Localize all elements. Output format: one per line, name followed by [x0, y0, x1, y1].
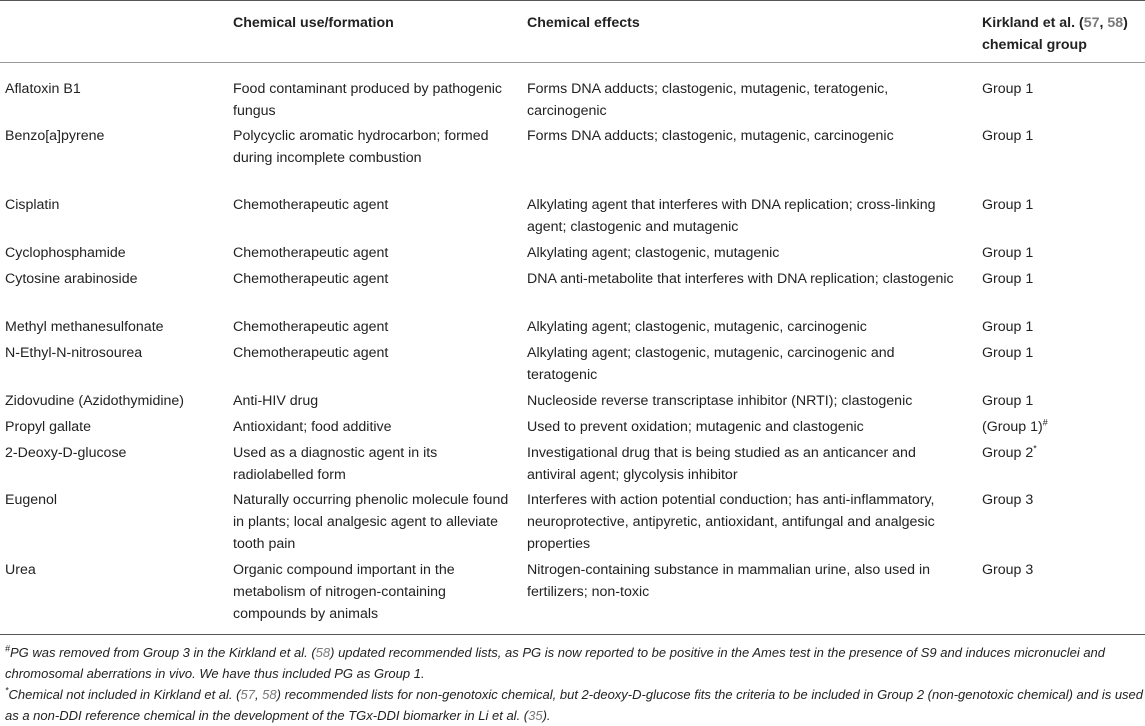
- chemical-effects: Alkylating agent; clastogenic, mutagenic, carcinogenic: [527, 319, 867, 335]
- group-mark: *: [1033, 443, 1037, 454]
- footnote-asterisk: [5, 684, 1143, 726]
- chemical-name: Cisplatin: [5, 197, 60, 213]
- footnote-hash: [5, 642, 1143, 684]
- table-bottom-rule: [0, 634, 1145, 635]
- footnote-hash-mark: #: [5, 643, 11, 654]
- chemical-name: Propyl gallate: [5, 419, 91, 435]
- header-effects: Chemical effects: [527, 15, 640, 31]
- chemical-group: [982, 489, 1142, 511]
- group-label: (Group 1): [982, 419, 1043, 435]
- footnote-hash-text-b: ) updated recommended lists, as PG is now reported to be positive in the Ames test in the presence of S9 and induces micronuclei and chromosomal aberrations in vivo. We have thus included PG as Group 1.: [5, 645, 1106, 681]
- chemical-group: [982, 442, 1142, 464]
- header-kirkland-group: [982, 12, 1142, 56]
- chemical-use: Used as a diagnostic agent in its radiolabelled form: [233, 445, 438, 483]
- chemical-name: Benzo[a]pyrene: [5, 128, 105, 144]
- chemical-use: Antioxidant; food additive: [233, 419, 392, 435]
- footnote-hash-text-a: PG was removed from Group 3 in the Kirkland et al. (: [10, 645, 316, 660]
- group-label: Group 1: [982, 245, 1034, 261]
- chemical-use: Anti-HIV drug: [233, 393, 319, 409]
- table-footnotes: [5, 642, 1143, 726]
- chemical-group: [982, 194, 1142, 216]
- chemical-use: Food contaminant produced by pathogenic fungus: [233, 81, 502, 119]
- header-kirkland-line2: chemical group: [982, 37, 1087, 53]
- chemical-effects: DNA anti-metabolite that interferes with DNA replication; clastogenic: [527, 271, 954, 287]
- group-label: Group 3: [982, 492, 1034, 508]
- header-kirkland-prefix: Kirkland et al. (: [982, 15, 1084, 31]
- chemical-use: Polycyclic aromatic hydrocarbon; formed during incomplete combustion: [233, 128, 489, 166]
- chemical-effects: Nucleoside reverse transcriptase inhibitor (NRTI); clastogenic: [527, 393, 913, 409]
- footnote-ref-58[interactable]: 58: [315, 645, 331, 660]
- chemical-use: Organic compound important in the metabolism of nitrogen-containing compounds by animals: [233, 562, 455, 622]
- chemical-group: [982, 559, 1142, 581]
- chemical-use: Chemotherapeutic agent: [233, 245, 389, 261]
- table-header-rule: [0, 62, 1145, 63]
- header-ref-separator: ,: [1099, 15, 1108, 31]
- group-label: Group 1: [982, 319, 1034, 335]
- chemical-name: Zidovudine (Azidothymidine): [5, 393, 185, 409]
- chemical-effects: Investigational drug that is being studied as an anticancer and antiviral agent; glycolysis inhibitor: [527, 445, 916, 483]
- footnote-ref-57[interactable]: 57: [240, 687, 255, 702]
- chemical-name: Eugenol: [5, 492, 58, 508]
- chemical-group: [982, 242, 1142, 264]
- chemical-use: Chemotherapeutic agent: [233, 271, 389, 287]
- chemical-name: N-Ethyl-N-nitrosourea: [5, 345, 143, 361]
- footnote-asterisk-mark: *: [5, 685, 9, 696]
- footnote-ref-separator: ,: [254, 687, 263, 702]
- footnote-asterisk-text-c: ).: [542, 708, 551, 723]
- chemical-name: Aflatoxin B1: [5, 81, 81, 97]
- group-label: Group 1: [982, 81, 1034, 97]
- group-label: Group 2: [982, 445, 1034, 461]
- chemical-use: Chemotherapeutic agent: [233, 319, 389, 335]
- footnote-ref-58b[interactable]: 58: [262, 687, 277, 702]
- chemical-effects: Alkylating agent that interferes with DNA replication; cross-linking agent; clastogenic and mutagenic: [527, 197, 936, 235]
- chemical-group: [982, 416, 1142, 438]
- chemical-name: Urea: [5, 562, 36, 578]
- chemical-name: 2-Deoxy-D-glucose: [5, 445, 127, 461]
- chemical-group: [982, 316, 1142, 338]
- table-top-rule: [0, 0, 1145, 1]
- chemical-use: Chemotherapeutic agent: [233, 197, 389, 213]
- chemical-group: [982, 268, 1142, 290]
- chemical-effects: Forms DNA adducts; clastogenic, mutagenic, carcinogenic: [527, 128, 894, 144]
- group-label: Group 1: [982, 197, 1034, 213]
- chemical-name: Cytosine arabinoside: [5, 271, 138, 287]
- header-use-formation: Chemical use/formation: [233, 15, 394, 31]
- group-label: Group 3: [982, 562, 1034, 578]
- group-label: Group 1: [982, 345, 1034, 361]
- chemical-effects: Used to prevent oxidation; mutagenic and clastogenic: [527, 419, 864, 435]
- chemical-name: Cyclophosphamide: [5, 245, 126, 261]
- header-ref-58[interactable]: 58: [1107, 15, 1124, 31]
- chemical-effects: Alkylating agent; clastogenic, mutagenic: [527, 245, 780, 261]
- group-label: Group 1: [982, 128, 1034, 144]
- group-label: Group 1: [982, 271, 1034, 287]
- chemical-effects: Interferes with action potential conduction; has anti-inflammatory, neuroprotective, antipyretic, antioxidant, antifungal and analgesic properties: [527, 492, 935, 552]
- footnote-asterisk-text-a: Chemical not included in Kirkland et al. (: [8, 687, 241, 702]
- chemical-effects: Alkylating agent; clastogenic, mutagenic, carcinogenic and teratogenic: [527, 345, 895, 383]
- chemical-group: [982, 390, 1142, 412]
- chemical-use: Chemotherapeutic agent: [233, 345, 389, 361]
- chemical-name: Methyl methanesulfonate: [5, 319, 164, 335]
- chemical-group: [982, 125, 1142, 147]
- chemical-group: [982, 342, 1142, 364]
- footnote-ref-35[interactable]: 35: [528, 708, 543, 723]
- group-mark: #: [1042, 417, 1048, 428]
- header-ref-57[interactable]: 57: [1083, 15, 1100, 31]
- chemical-group: [982, 78, 1142, 100]
- header-kirkland-suffix: ): [1123, 15, 1128, 31]
- chemical-use: Naturally occurring phenolic molecule found in plants; local analgesic agent to alleviate tooth pain: [233, 492, 509, 552]
- group-label: Group 1: [982, 393, 1034, 409]
- chemical-effects: Nitrogen-containing substance in mammalian urine, also used in fertilizers; non-toxic: [527, 562, 930, 600]
- footnote-asterisk-text-b: ) recommended lists for non-genotoxic chemical, but 2-deoxy-D-glucose fits the criteria to be included in Group 2 (non-genotoxic chemical) and is used as a non-DDI reference chemical in the development of the TGx-DDI biomarker in Li et al. (: [5, 687, 1144, 723]
- chemical-effects: Forms DNA adducts; clastogenic, mutagenic, teratogenic, carcinogenic: [527, 81, 889, 119]
